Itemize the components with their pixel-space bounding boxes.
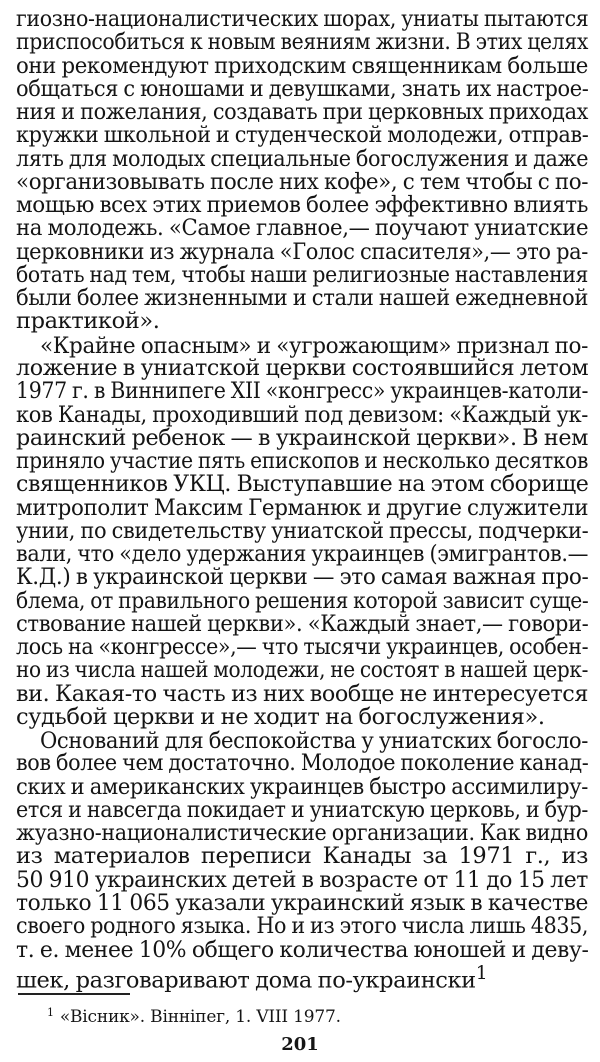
text-line: они рекомендуют приходским священникам больше <box>16 52 589 79</box>
footnote <box>47 1002 341 1028</box>
footnote-mark: 1 <box>47 1006 54 1019</box>
text-line: ствование нашей церкви». «Каждый знает,— говори- <box>16 610 589 637</box>
text-line: судьбой церкви и не ходит на богослужения». <box>16 703 545 730</box>
text-line: лять для молодых специальные богослужения и даже <box>16 145 589 172</box>
text-line: блема, от правильного решения которой зависит суще- <box>16 587 589 614</box>
text-line: ния и пожелания, создавать при церковных приходах <box>16 99 589 125</box>
text-line: но из числа нашей молодежи, не состоят в нашей церк- <box>16 657 589 684</box>
text-line: ков Канады, проходивший под девизом: «Каждый ук- <box>16 401 588 428</box>
text-line: вали, что «дело удержания украинцев (эмигрантов.— <box>16 541 589 567</box>
text-line: митрополит Максим Германюк и другие служители <box>16 494 589 521</box>
text-line: приспособиться к новым веяниям жизни. В этих целях <box>16 29 589 56</box>
text-line: К.Д.) в украинской церкви — это самая важная про- <box>16 564 589 591</box>
text-line: священников УКЦ. Выступавшие на этом сборище <box>16 471 589 498</box>
paragraph-first-line: «Крайне опасным» и «угрожающим» признал по- <box>40 332 589 359</box>
paragraph-first-line: Оснований для беспокойства у униатских богосло- <box>40 728 589 755</box>
text-line: кружки школьной и студенческой молодежи, отправ- <box>16 122 589 149</box>
text-line: были более жизненными и стали нашей ежедневной <box>16 285 589 312</box>
page-number: 201 <box>281 1034 319 1055</box>
text-line: 50 910 украинских детей в возрасте от 11 до 15 лет <box>16 866 588 893</box>
footnote-reference: 1 <box>475 962 488 984</box>
last-line-text: шек, разговаривают дома по-украински <box>16 967 476 994</box>
text-line: ется и навсегда покидает и униатскую церковь, и бур- <box>16 796 588 823</box>
text-line: «организовывать после них кофе», с тем чтобы с по- <box>16 168 589 195</box>
text-line: ботать над тем, чтобы наши религиозные наставления <box>16 261 589 288</box>
text-line: раинский ребенок — в украинской церкви». В нем <box>16 424 588 451</box>
text-line: практикой». <box>16 308 160 335</box>
text-line: только 11 065 указали украинский язык в качестве <box>16 890 589 916</box>
text-line: ложение в униатской церкви состоявшийся летом <box>16 354 589 381</box>
text-line: лось на «конгрессе»,— что тысячи украинцев, особен- <box>16 634 589 661</box>
text-line: гиозно-националистических шорах, униаты пытаются <box>16 6 589 32</box>
text-line: т. е. менее 10% общего количества юношей и деву- <box>16 936 589 963</box>
footnote-separator <box>18 993 130 995</box>
text-line: ви. Какая-то часть из них вообще не интересуется <box>16 680 589 707</box>
text-line: ских и американских украинцев быстро ассимилиру- <box>16 773 589 800</box>
text-line <box>16 960 588 994</box>
text-line: вов более чем достаточно. Молодое поколение канад- <box>16 750 589 777</box>
text-line: приняло участие пять епископов и несколько десятков <box>16 448 589 474</box>
text-line: своего родного языка. Но и из этого числа лишь 4835, <box>16 913 589 940</box>
text-line: на молодежь. «Самое главное,— поучают униатские <box>16 215 589 242</box>
text-line: унии, по свидетельству униатской прессы, подчерки- <box>16 517 589 544</box>
text-line: мощью всех этих приемов более эффективно влиять <box>16 192 589 219</box>
footnote-text: «Вісник». Вінніпег, 1. VIII 1977. <box>59 1007 341 1027</box>
text-line: жуазно-националистические организации. Как видно <box>16 820 588 847</box>
text-line: церковники из журнала «Голос спасителя»,— это ра- <box>16 238 589 265</box>
text-line: из материалов переписи Канады за 1971 г., из <box>16 843 588 870</box>
text-line: общаться с юношами и девушками, знать их настрое- <box>16 75 589 102</box>
text-line: 1977 г. в Виннипеге XII «конгресс» украинцев-католи- <box>16 378 589 405</box>
